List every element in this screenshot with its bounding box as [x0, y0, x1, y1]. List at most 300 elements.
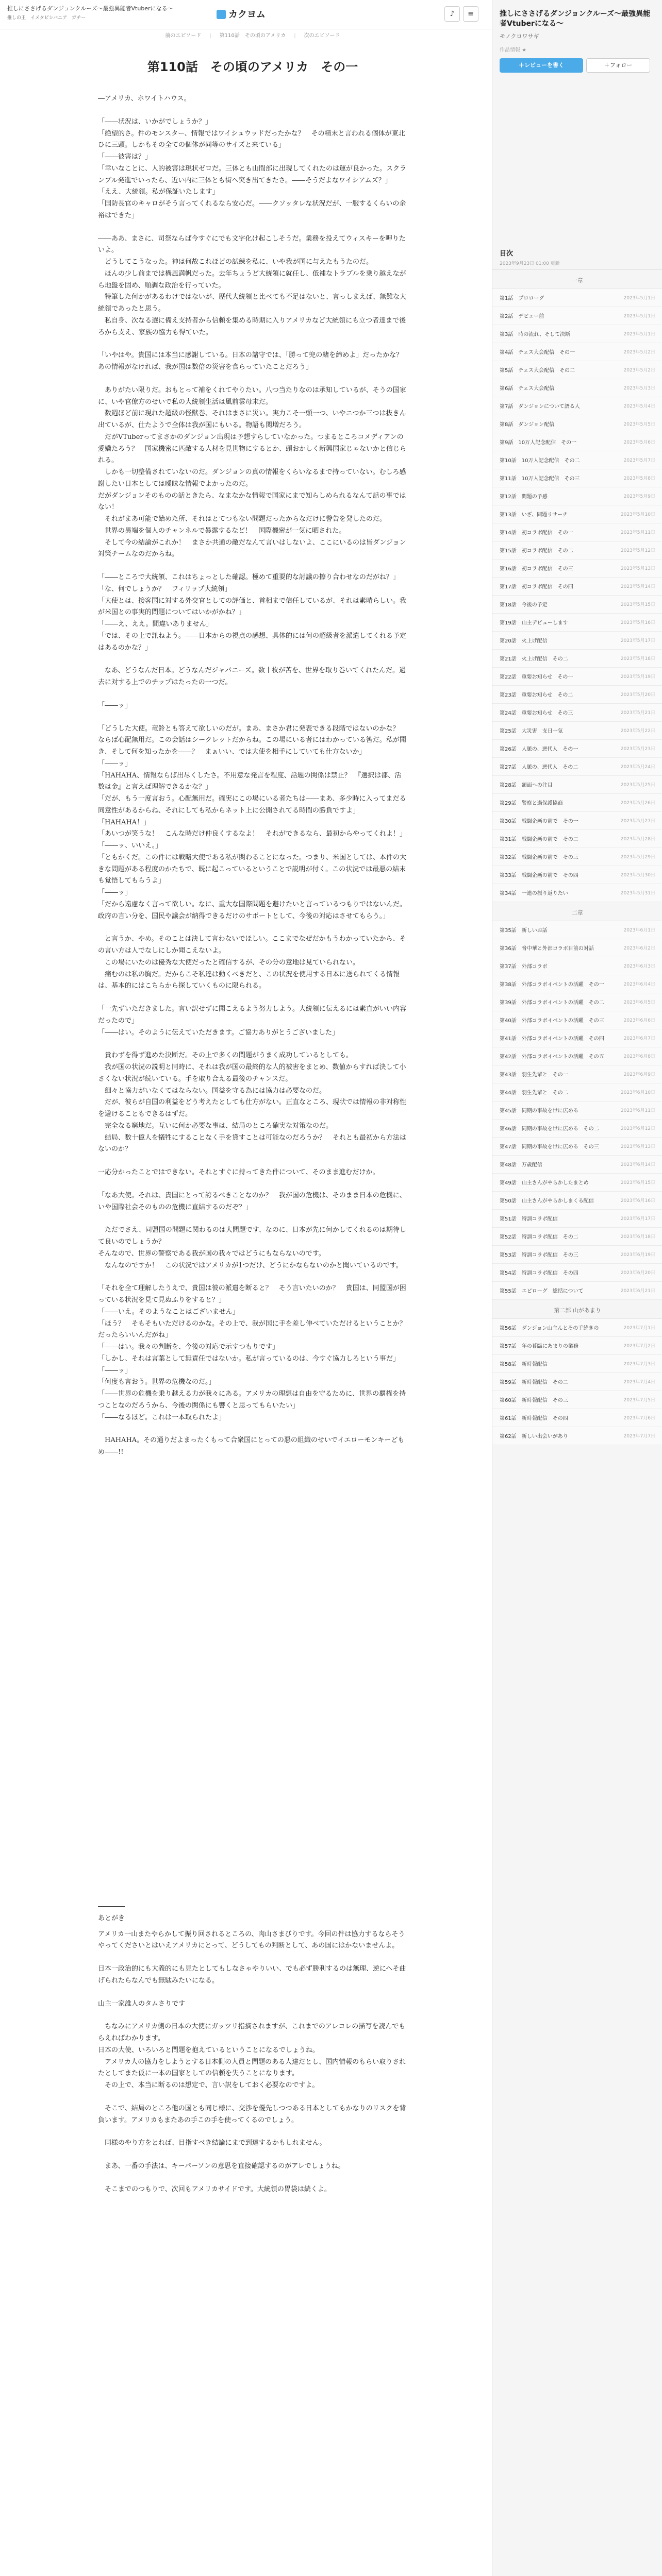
toc-episode-title: 第9話 10万人記念配信 その一: [500, 440, 577, 446]
toc-episode-title: 第41話 外部コラボイベントの活躍 その四: [500, 1036, 604, 1042]
toc-episode-title: 第10話 10万人記念配信 その二: [500, 458, 580, 464]
write-review-button[interactable]: ＋レビューを書く: [500, 58, 583, 73]
toc-episode-link[interactable]: [492, 632, 662, 650]
toc-episode-title: 第17話 初コラボ配信 その四: [500, 584, 573, 590]
toc-episode-date: 2023年6月1日: [623, 928, 655, 934]
blank-line: [98, 712, 407, 723]
toc-episode-title: 第60話 新時報配信 その三: [500, 1398, 568, 1404]
toc-episode-link[interactable]: [492, 614, 662, 632]
toc-episode-link[interactable]: [492, 361, 662, 379]
blank-line: [98, 105, 407, 116]
toc-episode-date: 2023年5月28日: [620, 837, 655, 842]
toc-episode-title: 第58話 新時報配信: [500, 1362, 548, 1368]
blank-line: [98, 1039, 407, 1050]
toc-episode-date: 2023年5月31日: [620, 891, 655, 896]
toc-episode-title: 第46話 同期の事故を世に広める その二: [500, 1126, 599, 1132]
body-paragraph: だが、彼らが自国の利益をどう考えたとしても仕方がない。正直なところ、現状では情報の非対称性を避けることもできるはずだ。: [98, 1098, 407, 1118]
toc-episode-link[interactable]: [492, 1246, 662, 1264]
afterword-paragraph: その上で、本当に断るのは想定で、言い訳をしておく必要なのですよ。: [98, 2081, 319, 2089]
afterword-paragraph: ちなみにアメリカ側の日本の大使にガッツリ指摘されますが、これまでのアレコレの描写を読んでもらえればわかります。: [98, 2023, 406, 2042]
toc-episode-title: 第44話 羽生先輩と その二: [500, 1090, 568, 1096]
sidebar: [492, 0, 662, 2576]
toc-episode-link[interactable]: [492, 704, 662, 722]
toc-episode-link[interactable]: [492, 740, 662, 758]
blank-line: [98, 2010, 407, 2021]
body-paragraph: 「大使とは、接客国に対する外交官としての評価と、首相まで信任しているが、それは素晴らしい。我が米国との事実的問題についてはいかがかね？」: [98, 597, 407, 617]
body-paragraph: 「――え、ええ。間違いありません」: [98, 620, 213, 628]
toc-episode-link[interactable]: [492, 848, 662, 866]
body-paragraph: 「HAHAHA、情報ならば出尽くしたさ。不用意な発言を程度、話題の関係は禁止？ 『選択は都、活数は金』と言えば理解できるかな？」: [98, 771, 402, 791]
body-paragraph: どうしてこうなった。神は何故これほどの試練を私に、いや我が国に与えたもうたのだ。: [98, 258, 373, 266]
toc-episode-title: 第35話 新しいお話: [500, 928, 548, 934]
body-paragraph: HAHAHA。その通りだよまったくもって合衆国にとっての悪の組織のせいでイエローモンキーどもめ――!!: [98, 1436, 405, 1456]
toc-episode-link[interactable]: [492, 975, 662, 993]
toc-episode-title: 第18話 今後の予定: [500, 602, 548, 608]
toc-episode-date: 2023年7月4日: [623, 1380, 655, 1385]
toc-episode-title: 第26話 人脈の、悪代人 その一: [500, 747, 578, 753]
toc-episode-link[interactable]: [492, 812, 662, 830]
toc-episode-link[interactable]: [492, 794, 662, 812]
toc-episode-link[interactable]: [492, 469, 662, 487]
toc-episode-title: 第28話 額面への注目: [500, 783, 553, 789]
toc-episode-date: 2023年5月26日: [620, 801, 655, 806]
toc-episode-date: 2023年7月2日: [623, 1344, 655, 1349]
toc-episode-link[interactable]: [492, 1138, 662, 1156]
toc-episode-link[interactable]: [492, 451, 662, 469]
toc-episode-title: 第4話 チェス大会配信 その一: [500, 350, 575, 356]
toc-episode-date: 2023年6月12日: [620, 1126, 655, 1132]
toc-episode-date: 2023年7月3日: [623, 1362, 655, 1367]
afterword-body: [98, 1929, 407, 2196]
body-paragraph: ほんの少し前までは構風満帆だった。去年ちょうど大統領に就任し、低補なトラブルを乗り越えながら地盤を固め、順調な政治を行っていた。: [98, 269, 406, 290]
toc-episode-link[interactable]: [492, 1011, 662, 1029]
body-paragraph: だがVTuberってまさかのダンジョン出現は予想すらしていなかった。つまるところコメディアンの愛嬌たろう？ 国家機密に匹敵する人材を見世物にするとか、頭おかしく新興国家じゃないかと信じられる。: [98, 433, 407, 465]
toc-episode-link[interactable]: [492, 776, 662, 794]
blank-line: [98, 1952, 407, 1963]
toc-episode-date: 2023年5月16日: [620, 620, 655, 626]
blank-line: [98, 338, 407, 350]
toc-episode-link[interactable]: [492, 993, 662, 1011]
blank-line: [98, 2173, 407, 2184]
toc-episode-title: 第13話 いざ、問題リサーチ: [500, 512, 568, 518]
toc-episode-title: 第7話 ダンジョンについて語る人: [500, 404, 580, 410]
toc-episode-date: 2023年5月2日: [623, 350, 655, 355]
body-paragraph: ―アメリカ、ホワイトハウス。: [98, 95, 191, 103]
toc-episode-link[interactable]: [492, 1047, 662, 1065]
toc-episode-link[interactable]: [492, 343, 662, 361]
body-paragraph: 「――ッ」: [98, 1366, 132, 1375]
body-paragraph: 「それを全て理解したうえで、貴国は彼の派遣を断ると？ そう言いたいのか？ 貴国は、同盟国が困っている状況を見て見ぬふりをすると？」: [98, 1284, 406, 1304]
toc-episode-link[interactable]: [492, 668, 662, 686]
logo-mark-icon: [217, 10, 226, 19]
toc-episode-title: 第33話 戦闘企画の前で その四: [500, 873, 578, 879]
body-paragraph: 完全なる窮地だ。互いに何か必要な事は、結局のところ確実な対策なのだ。: [98, 1122, 333, 1130]
toc-episode-title: 第5話 チェス大会配信 その二: [500, 368, 575, 374]
toc-episode-date: 2023年5月22日: [620, 728, 655, 734]
follow-button[interactable]: ＋フォロー: [586, 58, 650, 73]
header-work-title[interactable]: 推しにささげるダンジョンクルーズ～最強異能者Vtuberになる～: [7, 5, 173, 12]
body-paragraph: 結局、数十億人を犠牲にすることなく手を貸すことは可能なのだろうか？ それとも最初から方法はないのか？: [98, 1133, 407, 1154]
toc-episode-link[interactable]: [492, 487, 662, 505]
blank-line: [98, 1156, 407, 1167]
blank-line: [98, 1213, 407, 1225]
toc-episode-title: 第36話 脅中華と外部コラボ目前の対話: [500, 946, 594, 952]
body-paragraph: 「――状況は、いかがでしょうか？」: [98, 117, 212, 126]
sidebar-buttons: [500, 58, 655, 73]
body-paragraph: 「――ところで大統領、これはちょっとした確認。極めて重要的な討議の擦り合わせなのだがね？」: [98, 573, 400, 581]
toc-episode-link[interactable]: [492, 541, 662, 560]
toc-episode-date: 2023年5月8日: [623, 476, 655, 482]
body-paragraph: 特筆した何かがあるわけではないが、歴代大統領と比べても不足はないと、言っしまえば、無難な大統領であったと思う。: [98, 293, 407, 313]
header-work-meta: 推しの王 イメタビシバニア ガチー: [7, 15, 86, 21]
toc-episode-title: 第32話 戦闘企画の前で その三: [500, 855, 578, 861]
toc-episode-link[interactable]: [492, 884, 662, 902]
body-paragraph: 「――ッ」: [98, 701, 132, 709]
body-paragraph: なんなのですか！ この状況ではアメリカが1つだけ、どうにかならないのかと聞いているのです。: [98, 1261, 403, 1269]
toc-episode-title: 第31話 戦闘企画の前で その二: [500, 837, 578, 843]
toc-episode-date: 2023年7月5日: [623, 1398, 655, 1403]
blank-line: [98, 1272, 407, 1283]
toc-episode-title: 第61話 新時報配信 その四: [500, 1416, 568, 1422]
toc-episode-link[interactable]: [492, 758, 662, 776]
toc-episode-link[interactable]: [492, 1228, 662, 1246]
toc-episode-title: 第27話 人脈の、悪代人 その二: [500, 765, 578, 771]
toc-episode-title: 第38話 外部コラボイベントの活躍 その一: [500, 982, 604, 988]
blank-line: [98, 922, 407, 934]
body-paragraph: 「なあ大使。それは、貴国にとって誇るべきことなのか？ 我が国の危機は、そのまま日本の危機に、いや国際社会そのものの危機に直結するのだぞ？」: [98, 1191, 406, 1211]
toc-episode-link[interactable]: [492, 307, 662, 325]
toc-episode-title: 第6話 チェス大会配信: [500, 386, 555, 392]
toc-episode-link[interactable]: [492, 415, 662, 433]
blank-line: [98, 1987, 407, 1998]
toc-episode-date: 2023年5月20日: [620, 692, 655, 698]
toc-episode-link[interactable]: [492, 921, 662, 939]
body-paragraph: 「だが、もう一度言おう。心配無用だ。確実にこの場にいる者たちは――まあ、多少時に入ってまだる同意性があるからね、それにしても私からネット上に公開されてる時間の勝負ですよ」: [98, 795, 406, 815]
toc-episode-date: 2023年5月9日: [623, 494, 655, 500]
toc-episode-link[interactable]: [492, 1409, 662, 1427]
toc-episode-date: 2023年6月17日: [620, 1216, 655, 1222]
body-paragraph: それがまあ可能で始めた所、それはとてつもない問題だったからなだけに警告を発したのだ。: [98, 515, 387, 523]
body-paragraph: ただでさえ、同盟国の問題に関わるのは大問題です、なのに、日本が先に何かしてくれるのは期待して良いのでしょうか？: [98, 1226, 406, 1246]
afterword-paragraph: 同様のやり方をとれば、目指すべき結論にまで到達するかもしれません。: [98, 2139, 326, 2147]
sidebar-rating: 作品情報 ★: [500, 47, 527, 53]
toc-episode-date: 2023年5月25日: [620, 783, 655, 788]
toc-episode-date: 2023年6月2日: [623, 946, 655, 952]
body-paragraph: だがダンジョンそのものの話ときたら、なまなかな情報で国家にまで知らしめられるなんて話の事ではない！: [98, 492, 406, 512]
toc-episode-title: 第22話 重要お知らせ その一: [500, 674, 573, 681]
body-paragraph: 「何度も言おう。世界の危機なのだ。」: [98, 1378, 216, 1386]
body-paragraph: ――ああ、まさに、司祭ならば今すぐにでも文字化け起こしそうだ。業務を投えてウィスキーを呷りたいよ。: [98, 234, 406, 255]
body-paragraph: 「な、何でしょうか？ フィリップ大統領」: [98, 585, 231, 593]
sidebar-author[interactable]: モノクロワサギ: [500, 32, 539, 40]
toc-episode-link[interactable]: [492, 397, 662, 415]
toc-episode-date: 2023年7月6日: [623, 1416, 655, 1421]
body-paragraph: と言うか、やめ。そのことは決して言わないでほしい。ここまでなぜだかもうわかっていたから、その言い方は人でなしにしか聞こえないよ。: [98, 935, 406, 955]
toc-episode-date: 2023年6月15日: [620, 1180, 655, 1186]
toc-episode-date: 2023年5月18日: [620, 656, 655, 662]
toc-episode-date: 2023年5月29日: [620, 855, 655, 860]
toc-episode-date: 2023年5月10日: [620, 512, 655, 518]
body-paragraph: 「どうした大使。竜鈴とも答えて欲しいのだが。まあ、まさか君に発表できる段階ではないのかな？ ならば心配無用だ。この会話はシークレットだからね。この場にいる者にはわかっている筈だ。私が聞き、そして何を知ったかを――？ まぁいい、では大使を相手にしていても仕方ないか」: [98, 724, 406, 756]
toc-episode-date: 2023年5月30日: [620, 873, 655, 878]
toc-episode-link[interactable]: [492, 578, 662, 596]
body-paragraph: 「――はい。そのように伝えていただきます。ご協力ありがとうございました」: [98, 1028, 339, 1037]
toc-episode-date: 2023年6月5日: [623, 1000, 655, 1006]
body-paragraph: 「絶望的さ。件のモンスター、情報ではワイシュウッドだったかな？ その精末と言われる個体が東北ひに三頭。しかもその全ての個体が同等のサイズと来ている」: [98, 129, 405, 149]
toc-title: 目次: [500, 249, 514, 258]
toc-episode-date: 2023年5月15日: [620, 602, 655, 608]
current-episode-label: 第110話 その頃のアメリカ: [219, 33, 286, 39]
toc-chapter-heading: 一章: [492, 270, 662, 289]
toc-episode-title: 第24話 重要お知らせ その三: [500, 710, 573, 717]
toc-episode-date: 2023年5月17日: [620, 638, 655, 644]
toc-episode-link[interactable]: [492, 1156, 662, 1174]
toc-episode-link[interactable]: [492, 1282, 662, 1300]
toc-episode-date: 2023年5月2日: [623, 368, 655, 374]
toc-episode-title: 第45話 同期の事故を世に広める: [500, 1108, 578, 1114]
body-paragraph: 「――はい。我々の判断を、今後の対応で示すつもりです」: [98, 1343, 279, 1351]
toc-episode-date: 2023年6月3日: [623, 964, 655, 970]
toc-episode-link[interactable]: [492, 722, 662, 740]
toc-episode-title: 第2話 デビュー前: [500, 314, 544, 320]
body-paragraph: 「――なるほど。これは一本取られたよ」: [98, 1413, 226, 1421]
toc-episode-date: 2023年6月13日: [620, 1144, 655, 1150]
toc-episode-link[interactable]: [492, 1029, 662, 1047]
body-paragraph: ありがたい限りだ。おもとって補をくれてやりたい。八つ当たりなのは承知しているが、そうの国家に、いや官僚方のせいで私の大統領生活は風前雲母末だ。: [98, 386, 406, 406]
header-icons: [441, 6, 478, 22]
blank-line: [98, 2126, 407, 2138]
toc-episode-date: 2023年6月10日: [620, 1090, 655, 1096]
toc-episode-date: 2023年7月7日: [623, 1434, 655, 1439]
toc-episode-title: 第29話 警察と過保護協商: [500, 801, 563, 807]
toc-episode-date: 2023年5月19日: [620, 674, 655, 680]
toc-episode-link[interactable]: [492, 1174, 662, 1192]
toc-episode-link[interactable]: [492, 686, 662, 704]
header-work-info[interactable]: [7, 4, 198, 21]
body-paragraph: 細々と協力がいなくてはならない。国益を守る為には協力は必要なのだ。: [98, 1087, 326, 1095]
toc-episode-link[interactable]: [492, 1210, 662, 1228]
toc-episode-date: 2023年5月13日: [620, 566, 655, 572]
toc-episode-link[interactable]: [492, 1391, 662, 1409]
blank-line: [98, 992, 407, 1004]
body-paragraph: 数週ほど前に現れた超級の怪獣巻、それはまさに災い。実力こそ一頭一つ、いやニつか三つは抜きん出ているが、仕たようで全体は我が国にもいる。物語も関増だろう。: [98, 410, 406, 429]
nav-separator: |: [294, 33, 296, 39]
toc-episode-link[interactable]: [492, 523, 662, 541]
toc-episode-date: 2023年6月6日: [623, 1018, 655, 1024]
body-paragraph: 「だから遠慮なく言って欲しい。なに、重大な国際問題を避けたいと言っているつもりではないんだ。政府の言い分を、国民や議会が納得できるだけのサポートとして、今後の対応はさせてもらう。」: [98, 900, 406, 920]
body-paragraph: 痛むのは私の胸だ。だからこそ私達は動くべきだと、この状況を使用する日本に送られてくる情報は、基本的にはこちらから探していくものに限られる。: [98, 970, 400, 990]
toc-episode-link[interactable]: [492, 560, 662, 578]
toc-episode-date: 2023年5月1日: [623, 332, 655, 337]
toc-episode-date: 2023年6月20日: [620, 1270, 655, 1276]
toc-list: [492, 270, 662, 1445]
toc-episode-title: 第12話 問題の予感: [500, 494, 548, 500]
toc-episode-link[interactable]: [492, 289, 662, 307]
body-paragraph: 「ええ、大統領。私が保証いたします」: [98, 188, 219, 196]
toc-episode-title: 第8話 ダンジョン配信: [500, 422, 555, 428]
toc-episode-date: 2023年5月4日: [623, 404, 655, 410]
toc-episode-link[interactable]: [492, 379, 662, 397]
toc-episode-date: 2023年6月16日: [620, 1198, 655, 1204]
toc-episode-link[interactable]: [492, 1337, 662, 1355]
toc-episode-title: 第19話 山主デビューします: [500, 620, 568, 626]
toc-episode-date: 2023年5月1日: [623, 314, 655, 319]
toc-episode-date: 2023年6月11日: [620, 1108, 655, 1114]
toc-episode-date: 2023年5月21日: [620, 710, 655, 716]
toc-episode-title: 第47話 同期の事故を世に広める その三: [500, 1144, 599, 1150]
toc-episode-date: 2023年6月9日: [623, 1072, 655, 1078]
body-paragraph: 私自身、次なる選に備え支持者から信頼を集める時期に入りアメリカなど大統領にも立つ者達まで後ろから支え、家族の協力も得ていた。: [98, 316, 406, 336]
toc-episode-date: 2023年6月18日: [620, 1234, 655, 1240]
toc-episode-link[interactable]: [492, 1065, 662, 1083]
afterword-paragraph: アメリカ一山またやらかして振り回されるところの、肉山さまびりです。今回の件は協力するならそうやってくださいとはいえアメリカにとって、どうしてもの判断として、あの国にはかないませんよ。: [98, 1930, 405, 1950]
toc-episode-link[interactable]: [492, 1083, 662, 1101]
toc-episode-title: 第59話 新時報配信 その二: [500, 1380, 568, 1386]
blank-line: [98, 2092, 407, 2103]
body-paragraph: 世界の異端を個人のチャンネルで暴露するなど！ 国際機密が一気に晒された。: [98, 527, 346, 535]
toc-episode-title: 第62話 新しい出会いがあり: [500, 1434, 568, 1440]
toc-episode-title: 第11話 10万人記念配信 その三: [500, 476, 580, 482]
toc-episode-link[interactable]: [492, 957, 662, 975]
body-paragraph: 我が国の状況の説明と同時に、それは我が国の最終的な人的被害をまとめ、数値からすれば決して小さくない状況が続いている。手を取り合える最後のチャンスだ。: [98, 1063, 406, 1083]
toc-episode-link[interactable]: [492, 1373, 662, 1391]
toc-episode-date: 2023年5月27日: [620, 819, 655, 824]
blank-line: [98, 1423, 407, 1435]
afterword-paragraph: まあ、一番の手法は、キーパーソンの意思を直接確認するのがアレでしょうね。: [98, 2162, 345, 2170]
toc-episode-title: 第52話 特訓コラボ配信 その二: [500, 1234, 578, 1241]
body-paragraph: 「しかし、それは言葉として無責任ではないか。私が言っているのは、今すぐ協力しろという事だ」: [98, 1354, 400, 1363]
body-paragraph: 「――ッ」: [98, 889, 132, 896]
toc-episode-date: 2023年5月11日: [620, 530, 655, 536]
toc-episode-link[interactable]: [492, 1355, 662, 1373]
nav-separator: |: [209, 33, 211, 39]
toc-episode-title: 第21話 火上げ配信 その二: [500, 656, 568, 663]
body-paragraph: この場にいたのは優秀な大使だったと確信するが、その分の意地は見ていられない。: [98, 958, 360, 967]
afterword-paragraph: そこまでのつもりで、次回もアメリカサイドです。大統領の胃袋は続くよ。: [98, 2185, 331, 2193]
bell-icon[interactable]: ♪: [444, 6, 460, 22]
body-paragraph: 「ともかくだ。この件には戦略大使である私が関わることになった。つまり、米国としては、本件の大きな問題がある程度のかたちで、既に起こっているということで説明が付く。この状況では最悪の結末も覚悟してもらうよ」: [98, 853, 407, 885]
toc-episode-title: 第48話 万歳配信: [500, 1162, 542, 1168]
afterword-separator: ――――: [98, 1903, 125, 1910]
toc-episode-title: 第49話 山主さんがやらかしたまとめ: [500, 1180, 589, 1187]
site-logo[interactable]: [217, 7, 266, 21]
episode-nav: [155, 29, 351, 43]
body-paragraph: 「――彼害は？」: [98, 153, 152, 161]
sidebar-work-title[interactable]: 推しにささげるダンジョンクルーズ～最強異能者Vtuberになる～: [500, 10, 651, 28]
afterword-paragraph: アメリカ人の協力をしようとする日本側の人員と問題のある人達だとし、国内情報のもらい取りされたとしてまた仮に一本の国家としての信頼を失うことになります。: [98, 2058, 406, 2078]
toc-episode-title: 第37話 外部コラボ: [500, 964, 548, 970]
toc-episode-link[interactable]: [492, 1101, 662, 1120]
site-header: [0, 0, 492, 29]
toc-episode-title: 第23話 重要お知らせ その二: [500, 692, 573, 699]
toc-episode-date: 2023年5月24日: [620, 765, 655, 770]
toc-episode-title: 第14話 初コラボ配信 その一: [500, 530, 573, 536]
sidebar-work-info: [492, 0, 662, 78]
body-paragraph: そんなので、世界の警察である我が国の我々ではどうにもならないのです。: [98, 1249, 325, 1258]
toc-episode-title: 第40話 外部コラボイベントの活躍 その三: [500, 1018, 604, 1024]
body-paragraph: 「では、その上で訊ねよう。――日本からの視点の感想、具体的には何の超級者を派遣してくれる予定はあるのかな？」: [98, 632, 407, 652]
episode-title: 第110話 その頃のアメリカ その一: [147, 60, 358, 74]
next-episode-link[interactable]: 次のエピソード: [304, 33, 340, 39]
toc-episode-link[interactable]: [492, 1427, 662, 1445]
blank-line: [98, 561, 407, 572]
toc-episode-title: 第30話 戦闘企画の前で その一: [500, 819, 578, 825]
body-paragraph: 「――ッ、いいえ。」: [98, 842, 162, 850]
blank-line: [98, 654, 407, 665]
toc-episode-link[interactable]: [492, 596, 662, 614]
episode-body: [98, 93, 413, 1459]
body-paragraph: 「HAHAHA！」: [98, 818, 151, 826]
toc-episode-title: 第16話 初コラボ配信 その三: [500, 566, 573, 572]
toc-episode-title: 第57話 年の暮臨にあまりの業務: [500, 1344, 578, 1350]
prev-episode-link[interactable]: 前のエピソード: [165, 33, 202, 39]
afterword-paragraph: 山主一家誰人のタムさりです: [98, 1999, 186, 2008]
toc-episode-date: 2023年5月6日: [623, 440, 655, 446]
logo-text: カクヨム: [228, 9, 266, 20]
toc-episode-link[interactable]: [492, 325, 662, 343]
body-paragraph: 「幸いなことに、人的被害は現状ゼロだ。三体とも山間部に出現してくれたのは運が良かった。スクランブル発進でいったら、近い内に三体とも街へ突き出てきたさ。――そうだよなワイシアムズ？」: [98, 164, 407, 184]
toc-episode-link[interactable]: [492, 830, 662, 848]
toc-episode-link[interactable]: [492, 1319, 662, 1337]
toc-episode-title: 第51話 特訓コラボ配信: [500, 1216, 558, 1223]
body-paragraph: 一応分かったことではできない。それとすぐに持ってきた件について、そのまま進むだけか。: [98, 1168, 379, 1176]
toc-episode-date: 2023年5月7日: [623, 458, 655, 464]
afterword-label: あとがき: [98, 1914, 125, 1922]
toc-episode-link[interactable]: [492, 1120, 662, 1138]
body-paragraph: 「国防長官のキャロがそう言ってくれるなら安心だ。――クソッタレな状況だが、一服するくらいの余裕はできた」: [98, 200, 406, 219]
body-paragraph: 貴わずを得ず進めた決断だ。その上で多くの問題がうまく成功しているとしても。: [98, 1052, 353, 1060]
toc-episode-date: 2023年6月19日: [620, 1252, 655, 1258]
toc-episode-link[interactable]: [492, 650, 662, 668]
body-paragraph: 「ほう？ そもそもいただけるのかな。その上で、我が国に手を差し伸べていただけるということか？ だったらいいんだがね」: [98, 1319, 413, 1340]
toc-episode-title: 第15話 初コラボ配信 その二: [500, 548, 573, 554]
toc-episode-date: 2023年6月14日: [620, 1162, 655, 1168]
blank-line: [98, 374, 407, 385]
toc-episode-link[interactable]: [492, 866, 662, 884]
toc-episode-date: 2023年7月1日: [623, 1326, 655, 1331]
menu-icon[interactable]: ≡: [463, 6, 478, 22]
toc-episode-title: 第43話 羽生先輩と その一: [500, 1072, 568, 1078]
toc-episode-title: 第25話 大災害 支日一気: [500, 728, 563, 735]
toc-episode-title: 第1話 プロローグ: [500, 296, 544, 302]
toc-episode-link[interactable]: [492, 1192, 662, 1210]
body-paragraph: 「――いえ。そのようなことはございません」: [98, 1308, 239, 1316]
body-paragraph: なあ、どうなんだ日本。どうなんだジャパニーズ。数十枚が苦を、世界を取り巻いてくれたんだ。過去に対する上でのチップはたったの一つだ。: [98, 667, 406, 686]
body-paragraph: 「いやはや。貴国には本当に感謝している。日本の諸守では、「勝って兜の緒を締めよ」だったかな？ あの情報がなければ、我が国は数倍の災害を食らっていたことだろう」: [98, 351, 410, 371]
blank-line: [98, 1179, 407, 1190]
toc-episode-title: 第3話 時の流れ、そして決断: [500, 332, 570, 338]
toc-chapter-heading: 二章: [492, 902, 662, 921]
toc-episode-link[interactable]: [492, 433, 662, 451]
toc-chapter-heading: 第二部 山があまり: [492, 1300, 662, 1319]
toc-episode-date: 2023年5月1日: [623, 296, 655, 301]
afterword-paragraph: 日本の大使、いろいろと問題を抱えているということになるでしょうね。: [98, 2046, 319, 2054]
body-paragraph: 「あいつが笑うな！ こんな時だけ仲良くするなよ！ それができるなら、最初からやってくれよ！」: [98, 830, 407, 838]
toc-episode-link[interactable]: [492, 1264, 662, 1282]
toc-updated: 2023年9月23日 01:00 更新: [492, 258, 662, 270]
toc-episode-link[interactable]: [492, 505, 662, 523]
toc-episode-link[interactable]: [492, 939, 662, 957]
toc-episode-date: 2023年6月4日: [623, 982, 655, 988]
blank-line: [98, 2149, 407, 2161]
toc-episode-date: 2023年5月3日: [623, 386, 655, 392]
toc-episode-date: 2023年6月21日: [620, 1289, 655, 1294]
toc-episode-title: 第42話 外部コラボイベントの活躍 その五: [500, 1054, 604, 1060]
toc-episode-date: 2023年5月14日: [620, 584, 655, 590]
afterword-paragraph: 日本一政治的にも大義的にも見たとしてもしなさゃやりいい、でも必ず勝利するのは無理、逆にへそ曲げられたらなんでも無駄みたいになる。: [98, 1965, 406, 1985]
body-paragraph: しかも一切整備されていないのだ。ダンジョンの真の情報をくらいなるまで持っていない。むしろ感謝したい日本としては曖昧な情報でよかったのだ。: [98, 468, 406, 488]
toc-episode-date: 2023年5月23日: [620, 747, 655, 752]
